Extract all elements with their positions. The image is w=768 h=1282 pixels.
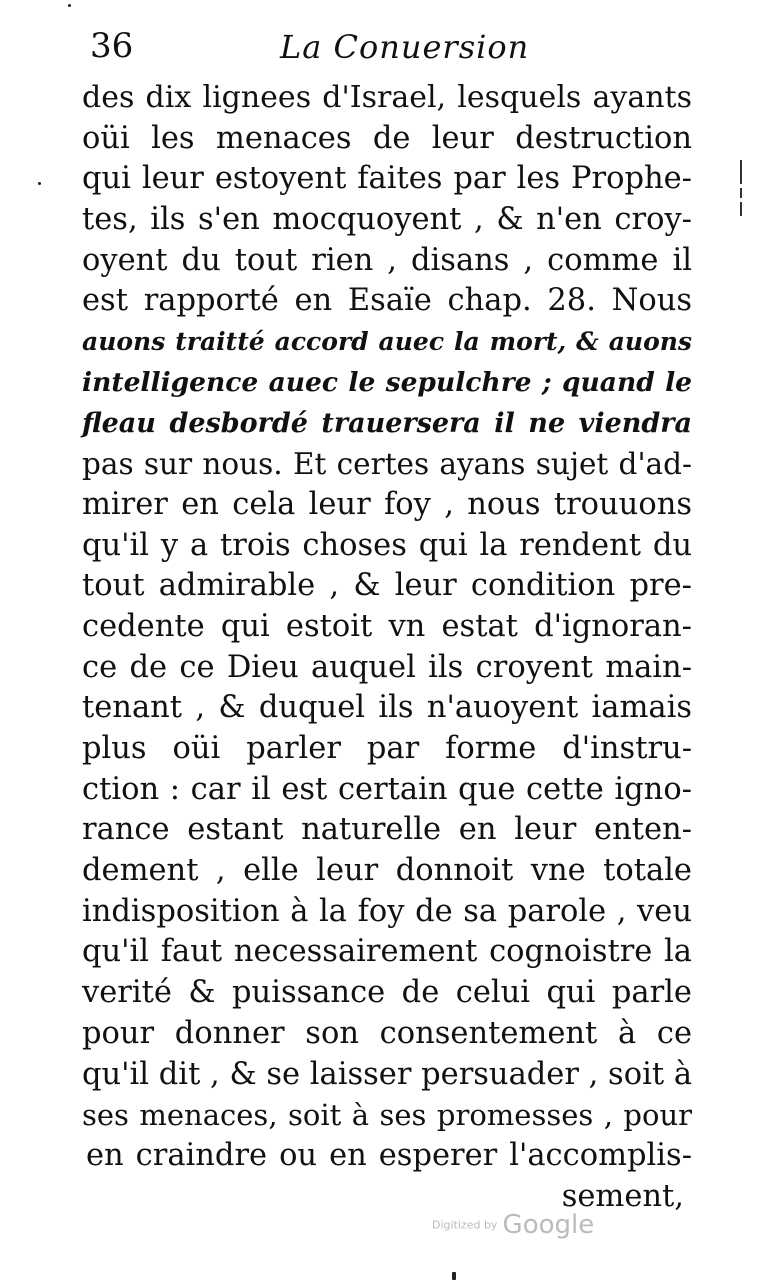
digitized-watermark [432, 1210, 594, 1240]
text-line: ce de ce Dieu auquel ils croyent main- [82, 649, 692, 685]
italic-quote-line: fleau desbordé trauersera il ne viendra [82, 407, 692, 439]
page-header [90, 26, 690, 78]
text-line: tout admirable , & leur condition pre- [82, 568, 692, 604]
page-number: 36 [90, 26, 134, 66]
text-line: ction : car il est certain que cette igno- [82, 771, 692, 807]
watermark-prefix: Digitized by [432, 1218, 498, 1232]
text-line: oyent du tout rien , disans , comme il [82, 242, 692, 278]
italic-quote-line: auons traitté accord auec la mort, & auons [82, 327, 692, 357]
watermark-brand: Google [502, 1210, 595, 1240]
ink-speck [68, 4, 71, 7]
text-line: pour donner son consentement à ce [82, 1015, 692, 1051]
margin-ink-mark [734, 160, 748, 218]
text-line: verité & puissance de celui qui parle [82, 975, 692, 1011]
text-line: qu'il faut necessairement cognoistre la [82, 934, 692, 970]
ink-speck [452, 1272, 456, 1280]
text-line: tes, ils s'en mocquoyent , & n'en croy- [82, 202, 692, 238]
text-line: qu'il dit , & se laisser persuader , soit à [82, 1056, 692, 1092]
body-text [82, 78, 692, 1217]
text-line: pas sur nous. Et certes ayans sujet d'ad- [82, 447, 692, 482]
text-line: tenant , & duquel ils n'auoyent iamais [82, 690, 692, 726]
text-line: ses menaces, soit à ses promesses , pour [82, 1098, 692, 1133]
text-line: oüi les menaces de leur destruction [82, 120, 692, 156]
text-line: rance estant naturelle en leur enten- [82, 812, 692, 848]
ink-speck [38, 182, 41, 185]
text-line: est rapporté en Esaïe chap. 28. Nous [82, 283, 692, 319]
text-line: qui leur estoyent faites par les Prophe- [82, 161, 692, 197]
text-line: plus oüi parler par forme d'instru- [82, 731, 692, 766]
text-line: cedente qui estoit vn estat d'ignoran- [82, 608, 692, 644]
running-title: La Conuersion [280, 28, 530, 66]
catchword-line: sement, [561, 1178, 684, 1214]
italic-quote-line: intelligence auec le sepulchre ; quand le [82, 366, 692, 398]
text-line: en craindre ou en esperer l'accomplis- [86, 1137, 692, 1173]
text-line: indisposition à la foy de sa parole , veu [82, 893, 692, 929]
text-line: des dix lignees d'Israel, lesquels ayants [82, 80, 692, 115]
text-line: qu'il y a trois choses qui la rendent du [82, 527, 692, 563]
text-line: mirer en cela leur foy , nous trouuons [82, 486, 692, 522]
text-line: dement , elle leur donnoit vne totale [82, 853, 692, 889]
